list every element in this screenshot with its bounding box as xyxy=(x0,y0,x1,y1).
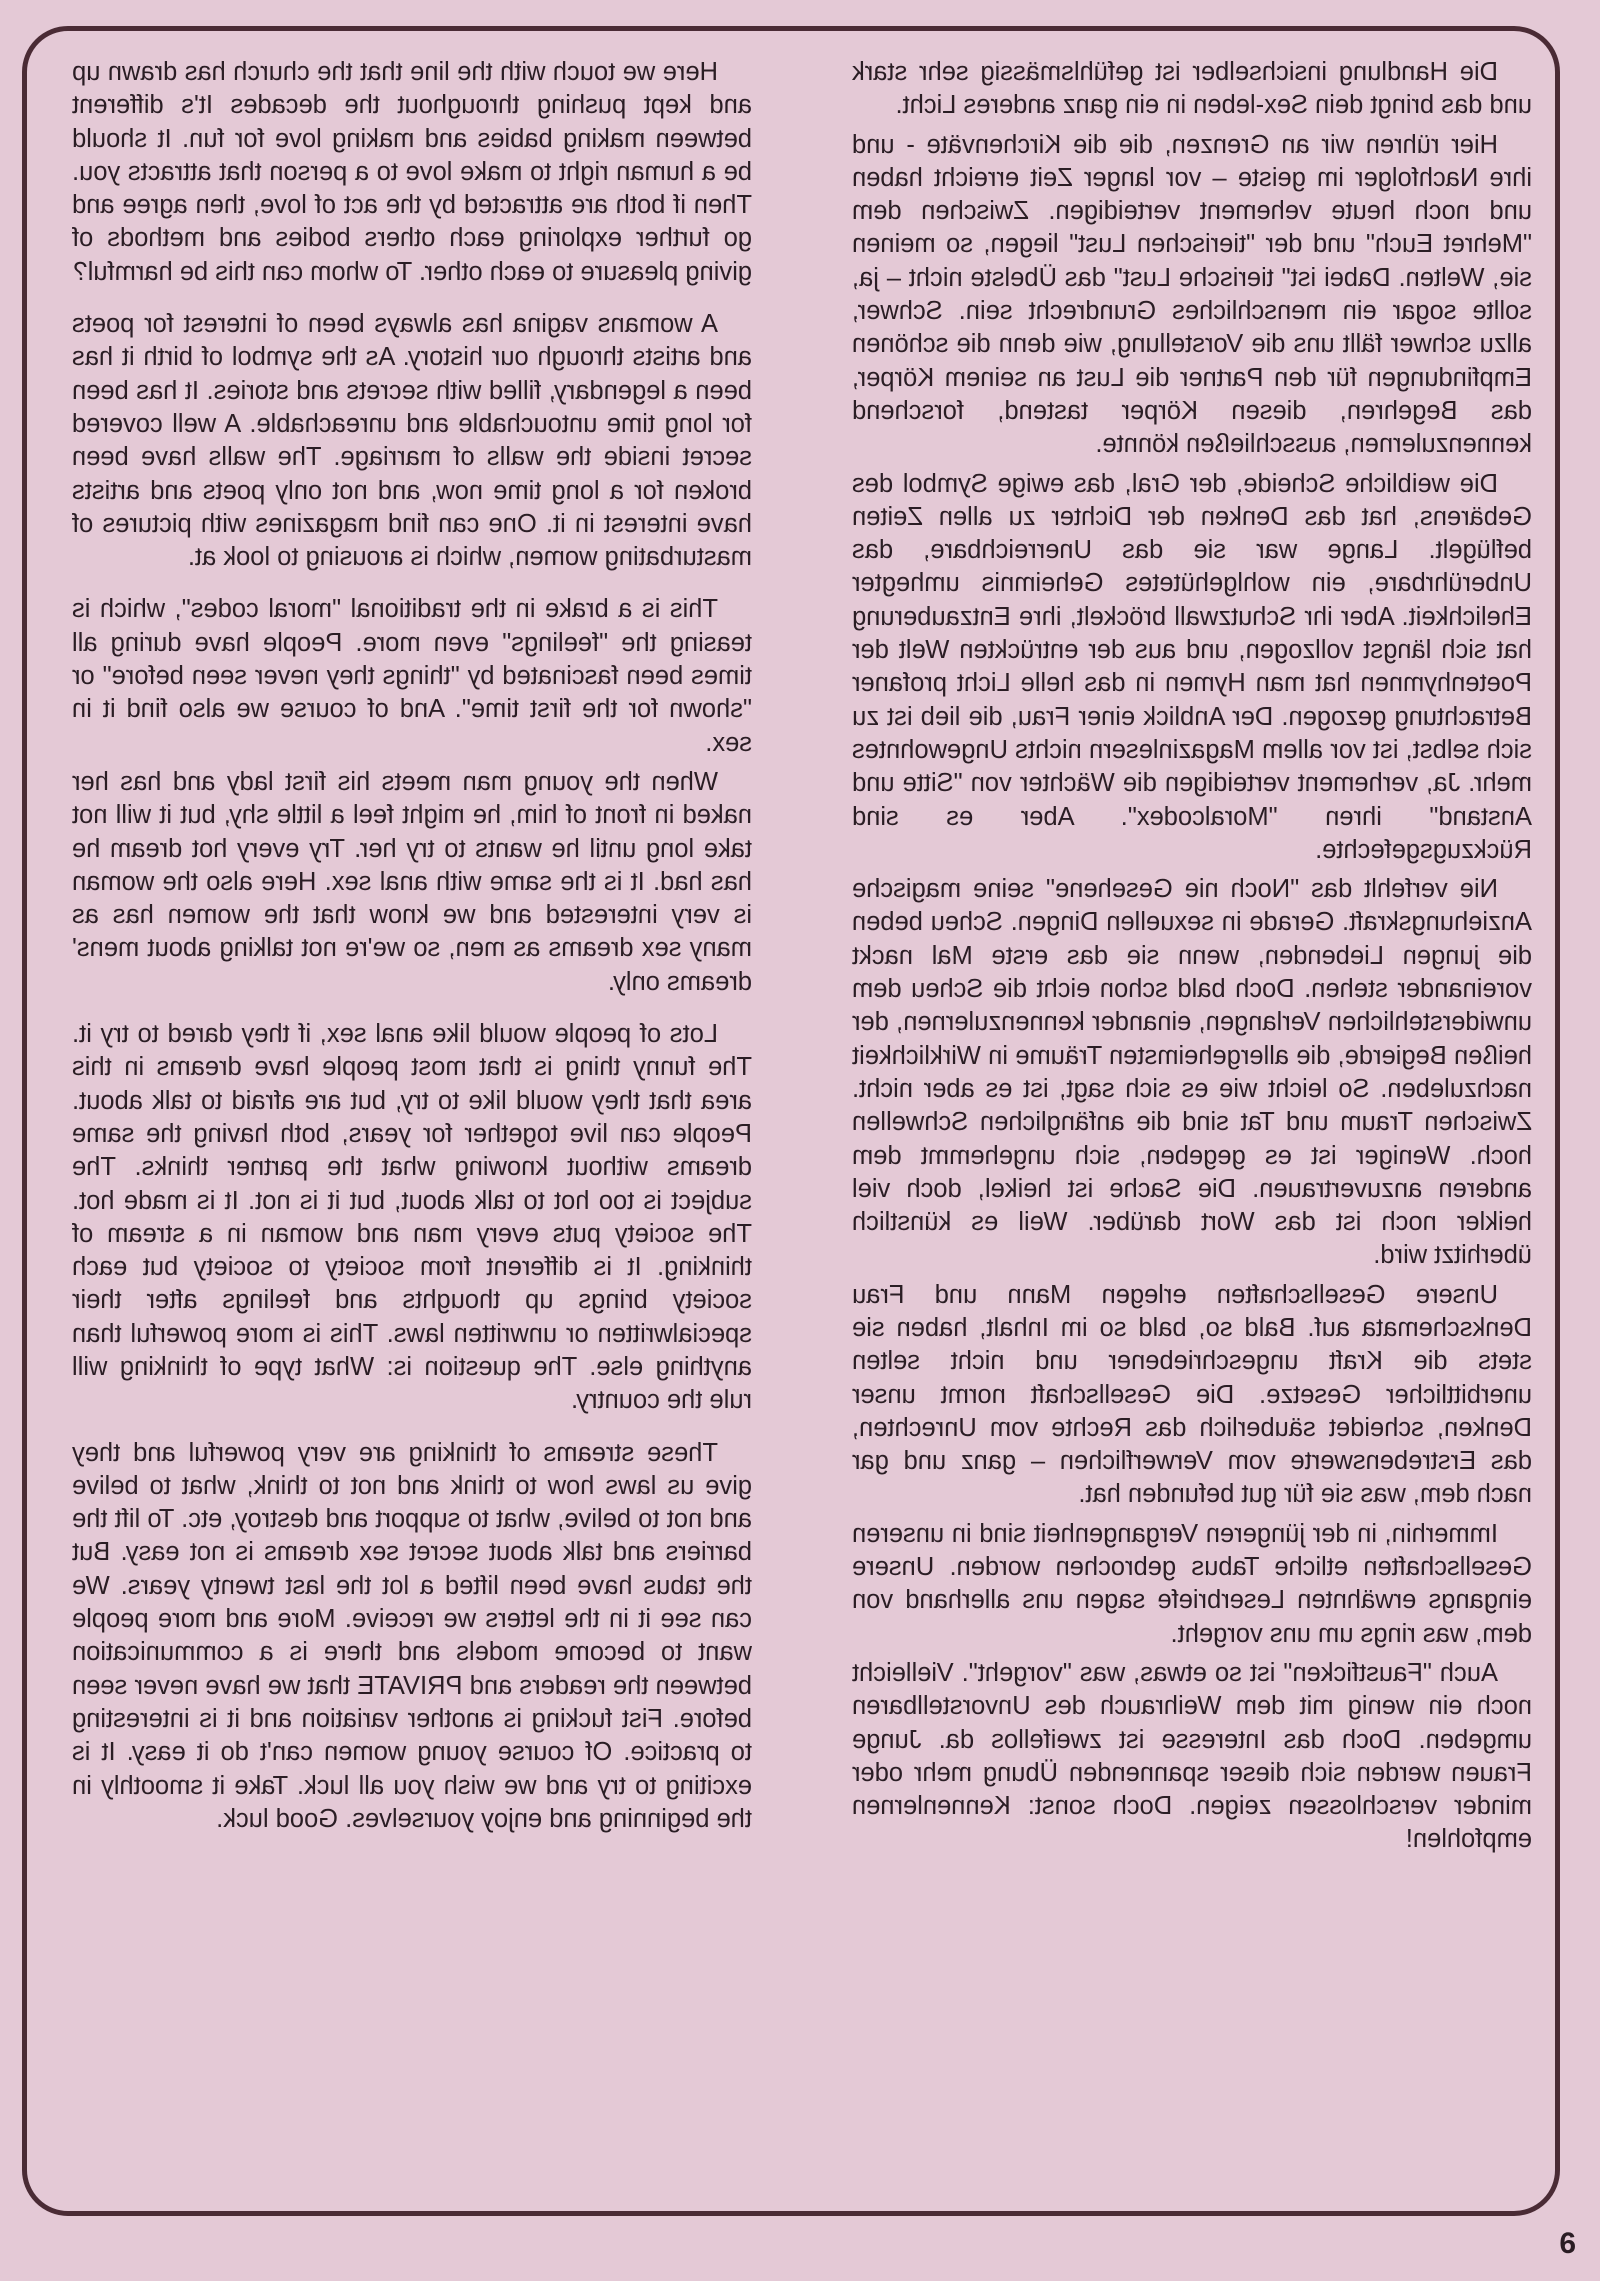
german-paragraph: Nie verfehlt das "Noch nie Gesehene" seine magische Anziehungskraft. Gerade in sexuellen Dingen. Scheu beben die jungen Liebenden, wenn sie das erste Mal nackt voreinander stehen. Doch bald schon eicht die Scheu dem unwiderstehlichen Verlangen, einander kennenzulernen, der heißen Begierde, die allergeheimsten Träume in Wirklichkeit nachzuleben. So leicht wie es sich sagt, ist es aber nicht. Zwischen Traum und Tat sind die anfänglichen Schwellen hoch. Weniger ist es gegeben, sich ungehemmt dem anderen anzuvertrauen. Die Sache ist heikel, doch viel heikler noch ist das Wort darüber. Weil es künstlich überhitzt wird. xyxy=(852,875,1532,1270)
mirrored-text-area xyxy=(72,56,1532,2206)
english-paragraph: Lots of people would like anal sex, if they dared to try it. The funny thing is that most people have dreams in this area that they would like to try, but are afraid to talk about. People can live together for years, both having the same dreams without knowing what the partner thinks. The subject is too hot to talk about, but it is not. It is made hot. The society puts every man and woman in a stream of thinking. It is different from society to society but each society brings up thoughts and feelings after their specialwritten or unwritten laws. This is more powerful than anything else. The question is: What type of thinking will rule the country. xyxy=(72,1020,752,1415)
page-number: 6 xyxy=(1559,2227,1576,2260)
german-paragraph: Hier rühren wir an Grenzen, die die Kirchenväte - und ihre Nachfolger im geiste – vor langer Zeit erreicht haben und noch heute vehement verteidigen. Zwischen dem "Mehret Euch" und der "tierischen Lust" liegen, so meinen sie, Welten. Dabei ist" tierische Lust" das Übelste nicht – ja, sollte sogar ein menschliches Grundrecht sein. Schwer, allzu schwer fällt uns die Vorstellung, wie denn die schönen Empfindungen für den Partner die Lust an seinem Körper, das Begehren, diesen Körper tastend, forschend kennenzulernen, ausschließen könnte. xyxy=(852,130,1532,459)
german-paragraph: Die Handlung insichselber ist gefühlsmässig sehr stark und das bringt dein Sex-leben in ein ganz anderes Licht. xyxy=(852,58,1532,120)
german-column xyxy=(852,56,1532,1863)
german-paragraph: Unsere Gesellschaften erlegen Mann und Frau Denkschemata auf. Bald so, bald so im Inhalt, haben sie stets die Kraft ungeschriebener und nicht selten unerbittlicher Gesetze. Die Gesellschaft normt unser Denken, scheidet säuberlich das Rechte vom Unrechten, das Erstrebenswerte vom Verwerflichen – ganz und gar nach dem, was sie für gut befunden hat. xyxy=(852,1280,1532,1509)
german-paragraph: Immerhin, in der jüngeren Vergangenheit sind in unseren Gesellschaften etliche Tabus gebrochen worden. Unsere eingangs erwähnten Leserbriefe sagen uns allerhand von dem, was rings um uns vorgeht. xyxy=(852,1519,1532,1648)
english-paragraph: Here we touch with the line that the church has drawn up and kept pushing throughout the decades It's different between making babies and making love for fun. It should be a human right to make love to a person that attracts you. Then if both are attracted by the act of love, then agree and go further exploring each others bodies and methods of giving pleasure to each other. To whom can this be harmful? xyxy=(72,58,752,286)
english-paragraph: These streams of thinking are very powerful and they give us laws how to think and not to think, what to belive and not to belive, what to support and destroy, etc. To lift the barriers and talk about secret sex dreams is not easy. But the tabus have been lifted a lot the last twenty years. We can see it in the letters we receive. More and more people want to become models and there is a communication between the readers and PRIVATE that we have never seen before. Fist fucking is another variation and it is interesting to practice. Of course young women can't do it easy. It is exciting to try and we wish you all luck. Take it smoothly in the beginning and enjoy yourselves. Good luck. xyxy=(72,1438,752,1833)
english-paragraph: When the young man meets his first lady and has her naked in front of him, he might feel a little shy, but it will not take long until he wants to try her. Try every hot dream he has had. It is the same with anal sex. Here also the woman is very interested and we know that the women has as many sex dreams as men, so we're not talking about mens' dreams only. xyxy=(72,767,752,996)
german-paragraph: Auch "Faustficken" ist so etwas, was "vorgeht". Vielleicht noch ein wenig mit dem Weihrauch des Unvorstellbaren umgeben. Doch das Interesse ist zweifellos da. Junge Frauen werden sich dieser spannenden Übung mehr oder minder verschlossen zeigen. Doch sonst: Kennenlernen empfohlen! xyxy=(852,1658,1532,1854)
german-paragraph: Die weibliche Scheide, der Gral, das ewige Symbol des Gebärens, hat das Denken der Dichter zu allen Zeiten beflügelt. Lange war sie das Unerreichbare, das Unberührbare, ein wohlgehütetes Geheimnis umhegter Ehelichkeit. Aber ihr Schutzwall bröckelt, ihre Entzauberung hat sich längst vollzogen, und aus der entrückten Welt der Poetenhymnen hat man Hymen in das helle Licht profaner Betrachtung gezogen. Der Anblick einer Frau, die lieb ist zu sich selbst, ist vor allem Magazinlesern nichts Ungewohntes mehr. Ja, verhement verteidigen die Wächter von "Sitte und Anstand" ihren "Moralcodex". Aber es sind Rückzugsgefechte. xyxy=(852,469,1532,864)
english-column xyxy=(72,56,752,1855)
english-paragraph: This is a brake in the traditional "moral codes", which is teasing the "feelings" even more. People have during all times been fascinated by "things they never seen before" or "shown for the first time". And of course we also find it in sex. xyxy=(72,595,752,757)
english-paragraph: A womans vagina has always been of interest for poets and artists through our history. As the symbol of birth it has been a legendary, filled with secrets and stories. It has been for long time untouchable and unreachable. A well covered secret inside the walls of marriage. The walls have been broken for a long time now, and not only poets and artists have interest in it. One can find magazines with pictures of masturbating women, which is arousing to look at. xyxy=(72,310,752,572)
